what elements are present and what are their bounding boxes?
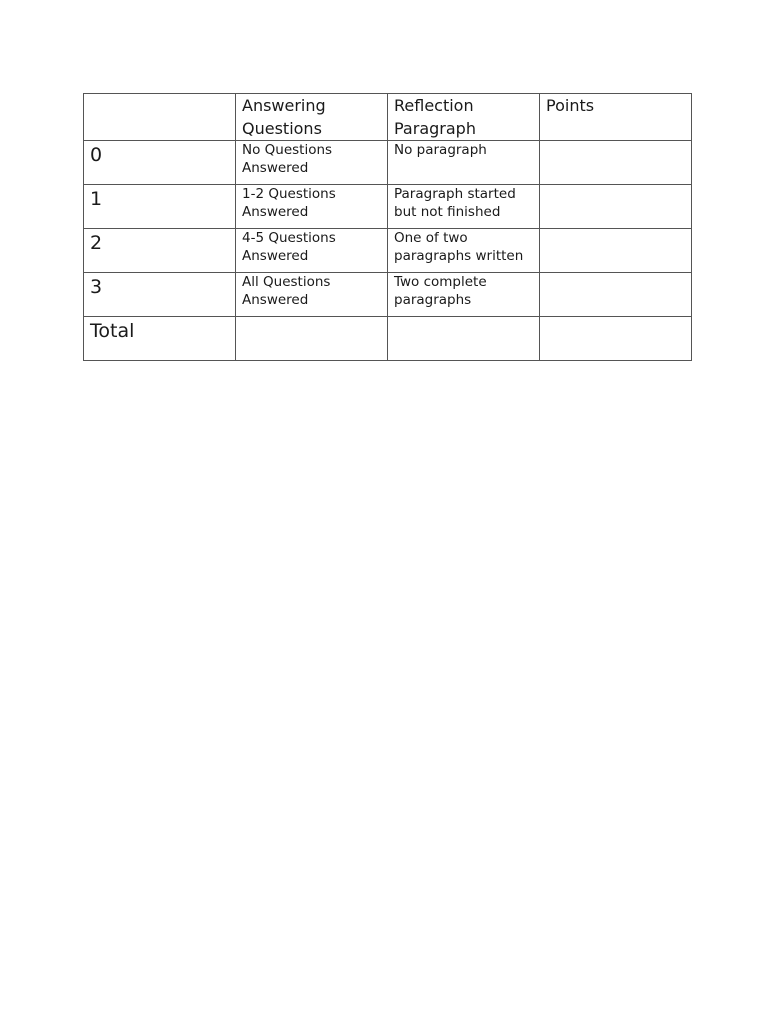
header-cell-points (540, 94, 692, 141)
header-row (84, 94, 692, 141)
points-cell (540, 141, 692, 185)
reflection-cell (388, 141, 540, 185)
level-label: 0 (90, 144, 103, 166)
reflection-text: No paragraph (394, 142, 487, 158)
answering-text: 1-2 Questions Answered (242, 186, 336, 220)
level-label: 2 (90, 232, 103, 254)
reflection-text: One of two paragraphs written (394, 230, 524, 264)
header-reflection-paragraph: Reflection Paragraph (394, 96, 476, 138)
answering-text: All Questions Answered (242, 274, 331, 308)
reflection-text: Paragraph started but not finished (394, 186, 516, 220)
answering-cell (236, 185, 388, 229)
level-cell (84, 185, 236, 229)
header-answering-questions: Answering Questions (242, 96, 326, 138)
reflection-cell (388, 229, 540, 273)
header-cell-reflection (388, 94, 540, 141)
answering-cell (236, 273, 388, 317)
reflection-text: Two complete paragraphs (394, 274, 487, 308)
reflection-cell (388, 273, 540, 317)
table-row (84, 141, 692, 185)
level-label: 1 (90, 188, 103, 210)
level-cell (84, 229, 236, 273)
level-label: 3 (90, 276, 103, 298)
total-label-cell (84, 317, 236, 361)
total-reflection-cell (388, 317, 540, 361)
total-answering-cell (236, 317, 388, 361)
total-label: Total (90, 320, 135, 342)
points-cell (540, 229, 692, 273)
table-row (84, 185, 692, 229)
reflection-cell (388, 185, 540, 229)
level-cell (84, 141, 236, 185)
header-cell-empty (84, 94, 236, 141)
header-cell-answering (236, 94, 388, 141)
answering-cell (236, 141, 388, 185)
points-cell (540, 185, 692, 229)
header-points: Points (546, 96, 595, 115)
table-row (84, 229, 692, 273)
level-cell (84, 273, 236, 317)
rubric-table (83, 93, 692, 361)
points-cell (540, 273, 692, 317)
answering-text: No Questions Answered (242, 142, 333, 176)
answering-cell (236, 229, 388, 273)
total-points-cell (540, 317, 692, 361)
answering-text: 4-5 Questions Answered (242, 230, 336, 264)
total-row (84, 317, 692, 361)
table-row (84, 273, 692, 317)
